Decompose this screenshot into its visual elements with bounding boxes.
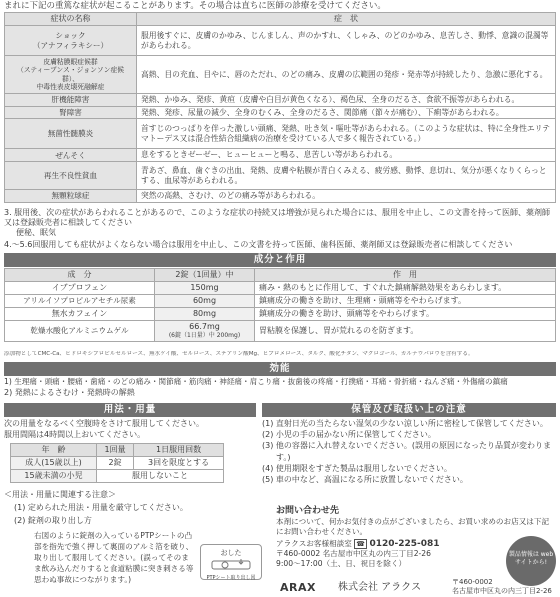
- ptp-sheet-icon: [211, 558, 251, 572]
- table-row: [5, 26, 556, 56]
- table-row: [5, 308, 556, 321]
- symptom-name: ぜんそく: [5, 149, 137, 162]
- symptom-name: ショック （アナフィラキシー）: [5, 26, 137, 56]
- dosage-title: 用法・用量: [103, 404, 157, 415]
- dose-header-amount: 1回量: [97, 444, 134, 457]
- dosage-notes-title: ＜用法・用量に関連する注意＞: [4, 490, 116, 499]
- dosage-note-2: (2) 錠剤の取り出し方: [14, 516, 92, 525]
- dosage-title-bar: [4, 403, 256, 417]
- table-row: [5, 162, 556, 190]
- ingredients-table: [4, 268, 556, 342]
- ing-header-amount: 2錠（1回量）中: [155, 269, 255, 282]
- table-row: [5, 119, 556, 149]
- ptp-illustration: [200, 544, 262, 580]
- note-3-sub: 便秘、眠気: [16, 228, 56, 237]
- symptom-name: 再生不良性貧血: [5, 162, 137, 190]
- storage-title-bar: [262, 403, 556, 417]
- symptom-name: 無菌性髄膜炎: [5, 119, 137, 149]
- dose-times: 服用しないこと: [97, 470, 224, 483]
- table-row: [5, 149, 556, 162]
- ing-header-name: 成 分: [5, 269, 155, 282]
- symptom-header-name: 症状の名称: [5, 13, 137, 26]
- dosage-note-2-body: 右図のように錠剤の入っているPTPシートの凸部を指先で強く押して裏面のアルミ箔を破り、取り出して服用してください。(誤ってそのまま飲み込んだりすると食道粘膜に突き刺さる等思わぬ事故につながります。): [34, 531, 194, 584]
- symptom-desc: 青あざ、鼻血、歯ぐきの出血、発熱、皮膚や粘膜が青白くみえる、疲労感、動悸、息切れ、気分が悪くなりくらっとする、血尿等があらわれる。: [137, 162, 556, 190]
- ingredients-title-bar: [4, 253, 556, 267]
- contact-phone: 0120-225-081: [369, 539, 440, 550]
- footer-address: 名古屋市中区丸の内三丁目2-26: [452, 587, 552, 595]
- phone-icon: ☎: [356, 540, 366, 549]
- symptom-name: 皮膚粘膜眼症候群 （スティーブンス・ジョンソン症候群）、 中毒性表皮壊死融解症: [5, 56, 137, 94]
- intro-text: まれに下記の重篤な症状が起こることがあります。その場合は直ちに医師の診療を受けてください。: [4, 1, 386, 11]
- ingredient-name: 乾燥水酸化アルミニウムゲル: [5, 321, 155, 342]
- ingredient-amount-daily: (6錠（1日量）中 200mg): [168, 332, 241, 339]
- footer-zip: 〒460-0002: [452, 578, 493, 586]
- company-name: 株式会社 アラクス: [338, 582, 422, 593]
- list-item: (1) 直射日光の当たらない湿気の少ない涼しい所に密栓して保管してください。: [262, 419, 548, 428]
- dosage-note-1: (1) 定められた用法・用量を厳守してください。: [14, 503, 188, 512]
- symptom-desc: 発熱、かゆみ、発疹、黄疸（皮膚や白目が黄色くなる）、褐色尿、全身のだるさ、食欲不振等があらわれる。: [137, 94, 556, 107]
- storage-list: [262, 418, 556, 485]
- ing-header-action: 作 用: [255, 269, 556, 282]
- ptp-caption: PTPシート取り出し図: [206, 574, 256, 581]
- ingredient-action: 鎮痛成分の働きを助け、頭痛等をやわらげます。: [255, 308, 556, 321]
- ingredient-name: 無水カフェイン: [5, 308, 155, 321]
- contact-body: 本剤について、何かお気付きの点がございましたら、お買い求めのお店又は下記にお問い合わせください。: [276, 517, 550, 537]
- symptom-desc: 発熱、発疹、尿量の減少、全身のむくみ、全身のだるさ、関節痛（節々が痛む）、下痢等があらわれる。: [137, 106, 556, 119]
- symptom-desc: 息をするときゼーゼー、ヒューヒューと鳴る、息苦しい等があらわれる。: [137, 149, 556, 162]
- table-row: [5, 94, 556, 107]
- ingredient-amount: 80mg: [155, 308, 255, 321]
- ingredients-title: 成分と作用: [253, 254, 307, 265]
- footer-address-block: [452, 578, 552, 596]
- efficacy-title: 効能: [269, 363, 291, 374]
- ingredient-name: アリルイソプロピルアセチル尿素: [5, 295, 155, 308]
- contact-address: 〒460-0002 名古屋市中区丸の内三丁目2-26: [276, 549, 431, 559]
- contact-section: [276, 506, 556, 586]
- efficacy-item: 1) 生理痛・頭痛・腰痛・歯痛・のどの痛み・関節痛・筋肉痛・神経痛・肩こり痛・抜歯後の疼痛・打撲痛・耳痛・骨折痛・ねんざ痛・外傷痛の鎮痛: [4, 377, 508, 386]
- ptp-push-label: おした: [220, 549, 242, 557]
- symptom-name: 無顆粒球症: [5, 190, 137, 203]
- list-item: (4) 使用期限をすぎた製品は服用しないでください。: [262, 463, 452, 473]
- dosage-intro-2: 服用間隔は4時間以上おいてください。: [4, 430, 146, 439]
- note-4-5: 4.〜5.6回服用しても症状がよくならない場合は服用を中止し、この文書を持って医師、歯科医師、薬剤師又は登録販売者に相談してください: [4, 240, 513, 249]
- efficacy-title-bar: [4, 362, 556, 376]
- table-row: [5, 56, 556, 94]
- list-item: (5) 車の中など、高温になる所に放置しないでください。: [262, 475, 468, 485]
- table-row: [5, 321, 556, 342]
- dose-age: 成人(15歳以上): [11, 457, 97, 470]
- table-row: [5, 282, 556, 295]
- contact-desk: アラクスお客様相談室: [276, 539, 352, 549]
- list-item: (3) 他の容器に入れ替えないでください。(誤用の原因になったり品質が変わります。): [262, 441, 551, 462]
- ingredient-amount: 66.7mg: [189, 322, 220, 331]
- table-row: [5, 295, 556, 308]
- ingredient-action: 痛み・熱のもとに作用して、すぐれた鎮痛解熱効果をあらわします。: [255, 282, 556, 295]
- symptom-name: 腎障害: [5, 106, 137, 119]
- table-row: [11, 457, 224, 470]
- dose-times: 3回を限度とする: [134, 457, 224, 470]
- table-row: [5, 190, 556, 203]
- ingredient-name: イブプロフェン: [5, 282, 155, 295]
- dosage-intro: 次の用量をなるべく空腹時をさけて服用してください。: [4, 419, 204, 428]
- table-row: [11, 470, 224, 483]
- contact-hours: 9:00〜17:00（土、日、祝日を除く）: [276, 559, 407, 569]
- ingredient-action: 胃粘膜を保護し、胃が荒れるのを防ぎます。: [255, 321, 556, 342]
- ingredient-amount: 60mg: [155, 295, 255, 308]
- ingredient-amount: 150mg: [155, 282, 255, 295]
- dose-amount: 2錠: [97, 457, 134, 470]
- dose-age: 15歳未満の小児: [11, 470, 97, 483]
- dose-header-age: 年 齢: [11, 444, 97, 457]
- efficacy-list: [4, 376, 556, 398]
- dose-header-times: 1日服用回数: [134, 444, 224, 457]
- efficacy-item: 2) 発熱によるさむけ・発熱時の解熱: [4, 388, 135, 397]
- storage-title: 保管及び取扱い上の注意: [351, 404, 467, 415]
- table-row: [5, 106, 556, 119]
- symptom-desc: 突然の高熱、さむけ、のどの痛み等があらわれる。: [137, 190, 556, 203]
- symptom-name: 肝機能障害: [5, 94, 137, 107]
- note-3: 3. 服用後、次の症状があらわれることがあるので、このような症状の持続又は増強が見られた場合には、服用を中止し、この文書を持って医師、薬剤師又は登録販売者に相談してください: [4, 208, 551, 227]
- dosage-table: [10, 443, 224, 483]
- symptom-desc: 服用後すぐに、皮膚のかゆみ、じんましん、声のかすれ、くしゃみ、のどのかゆみ、息苦しさ、動悸、意識の混濁等があらわれる。: [137, 26, 556, 56]
- list-item: (2) 小児の手の届かない所に保管してください。: [262, 430, 436, 440]
- ingredient-action: 鎮痛成分の働きを助け、生理痛・頭痛等をやわらげます。: [255, 295, 556, 308]
- additives-text: 添加物としてCMC-Ca、ヒドロキシプロピルセルロース、無水ケイ酸、セルロース、ステアリン酸Mg、ヒプロメロース、タルク、酸化チタン、マクロゴール、カルナウバロウを含有する。: [4, 351, 474, 357]
- company-logo: ARAX: [280, 581, 316, 594]
- contact-title: お問い合わせ先: [276, 506, 340, 516]
- symptom-table: [4, 12, 556, 203]
- web-badge: 製品情報は webサイトから!: [506, 536, 556, 586]
- symptom-header-desc: 症 状: [137, 13, 556, 26]
- symptom-desc: 首すじのつっぱりを伴った激しい頭痛、発熱、吐き気・嘔吐等があらわれる。（このような症状は、特に全身性エリテマトーデス又は混合性結合組織病の治療を受けている人で多く報告されている。）: [137, 119, 556, 149]
- ingredient-amount-cell: [155, 321, 255, 342]
- symptom-desc: 高熱、目の充血、目やに、唇のただれ、のどの痛み、皮膚の広範囲の発疹・発赤等が持続したり、急激に悪化する。: [137, 56, 556, 94]
